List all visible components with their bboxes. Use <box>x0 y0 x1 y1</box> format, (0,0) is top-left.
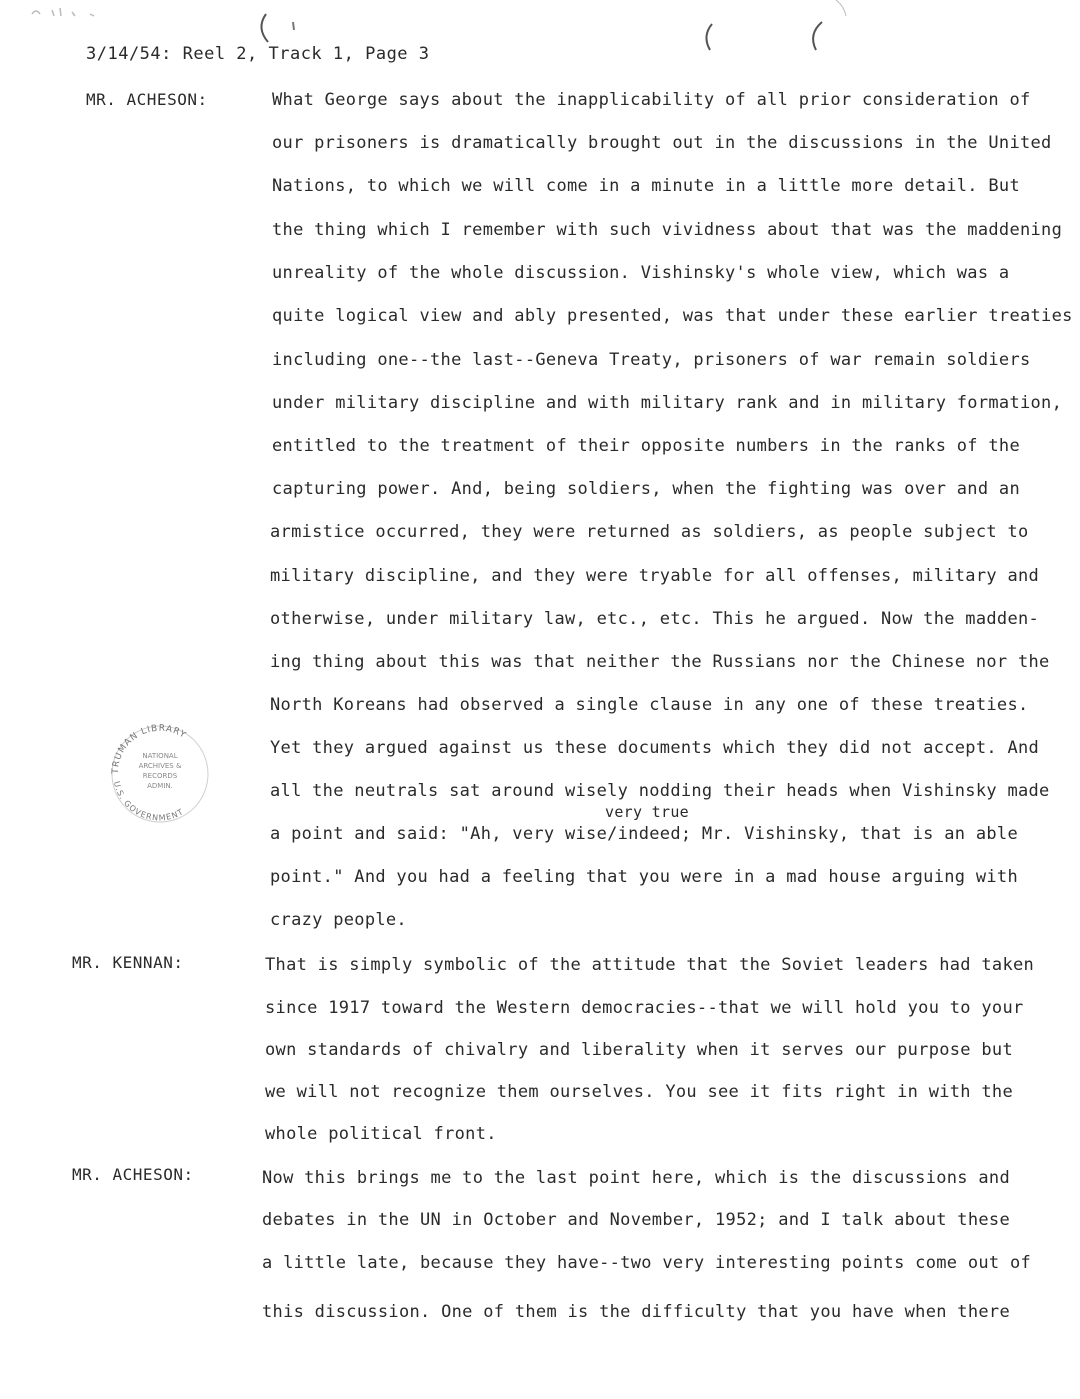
text-line: Nations, to which we will come in a minute in a little more detail. But <box>272 176 1020 196</box>
stamp-arc-bottom: U.S. GOVERNMENT <box>111 780 186 823</box>
text-line: our prisoners is dramatically brought out in the discussions in the United <box>272 133 1052 153</box>
text-line: own standards of chivalry and liberality when it serves our purpose but <box>265 1040 1013 1060</box>
text-line: unreality of the whole discussion. Vishinsky's whole view, which was a <box>272 263 1010 283</box>
text-line: the thing which I remember with such vividness about that was the maddening <box>272 220 1063 240</box>
speaker-label: MR. ACHESON: <box>72 1165 194 1184</box>
text-line: otherwise, under military law, etc., etc. This he argued. Now the madden- <box>270 609 1040 629</box>
text-line: quite logical view and ably presented, was that under these earlier treaties <box>272 306 1073 326</box>
text-line: What George says about the inapplicability of all prior consideration of <box>272 90 1031 110</box>
text-line: point." And you had a feeling that you were in a mad house arguing with <box>270 867 1018 887</box>
speaker-label: MR. ACHESON: <box>86 90 208 109</box>
page-header: 3/14/54: Reel 2, Track 1, Page 3 <box>86 44 430 64</box>
text-line: entitled to the treatment of their opposite numbers in the ranks of the <box>272 436 1020 456</box>
text-line: crazy people. <box>270 910 407 930</box>
text-line: under military discipline and with military rank and in military formation, <box>272 393 1063 413</box>
archive-stamp <box>104 712 212 830</box>
text-line: including one--the last--Geneva Treaty, prisoners of war remain soldiers <box>272 350 1031 370</box>
text-line: Yet they argued against us these documents which they did not accept. And <box>270 738 1040 758</box>
speaker-label: MR. KENNAN: <box>72 953 184 972</box>
text-line: this discussion. One of them is the difficulty that you have when there <box>262 1302 1010 1322</box>
stamp-line: RECORDS <box>142 772 178 780</box>
stamp-line: ARCHIVES & <box>138 762 182 770</box>
text-line: That is simply symbolic of the attitude that the Soviet leaders had taken <box>265 955 1035 975</box>
text-line: debates in the UN in October and November, 1952; and I talk about these <box>262 1210 1010 1230</box>
text-line: a little late, because they have--two very interesting points come out of <box>262 1253 1032 1273</box>
stamp-line: ADMIN. <box>147 782 173 790</box>
text-line: we will not recognize them ourselves. You see it fits right in with the <box>265 1082 1013 1102</box>
text-line: ing thing about this was that neither the Russians nor the Chinese nor the <box>270 652 1050 672</box>
text-line: a point and said: "Ah, very wise/indeed; Mr. Vishinsky, that is an able <box>270 824 1018 844</box>
text-line: military discipline, and they were tryable for all offenses, military and <box>270 566 1040 586</box>
text-line: North Koreans had observed a single clause in any one of these treaties. <box>270 695 1029 715</box>
handwritten-insertion: very true <box>605 803 689 821</box>
text-line: all the neutrals sat around wisely nodding their heads when Vishinsky made <box>270 781 1050 801</box>
text-line: whole political front. <box>265 1124 497 1144</box>
text-line: capturing power. And, being soldiers, when the fighting was over and an <box>272 479 1020 499</box>
stamp-arc-top: TRUMAN LIBRARY <box>110 723 188 775</box>
stamp-line: NATIONAL <box>142 752 178 760</box>
text-line: armistice occurred, they were returned as soldiers, as people subject to <box>270 522 1029 542</box>
text-line: Now this brings me to the last point here, which is the discussions and <box>262 1168 1010 1188</box>
text-line: since 1917 toward the Western democracies--that we will hold you to your <box>265 998 1024 1018</box>
